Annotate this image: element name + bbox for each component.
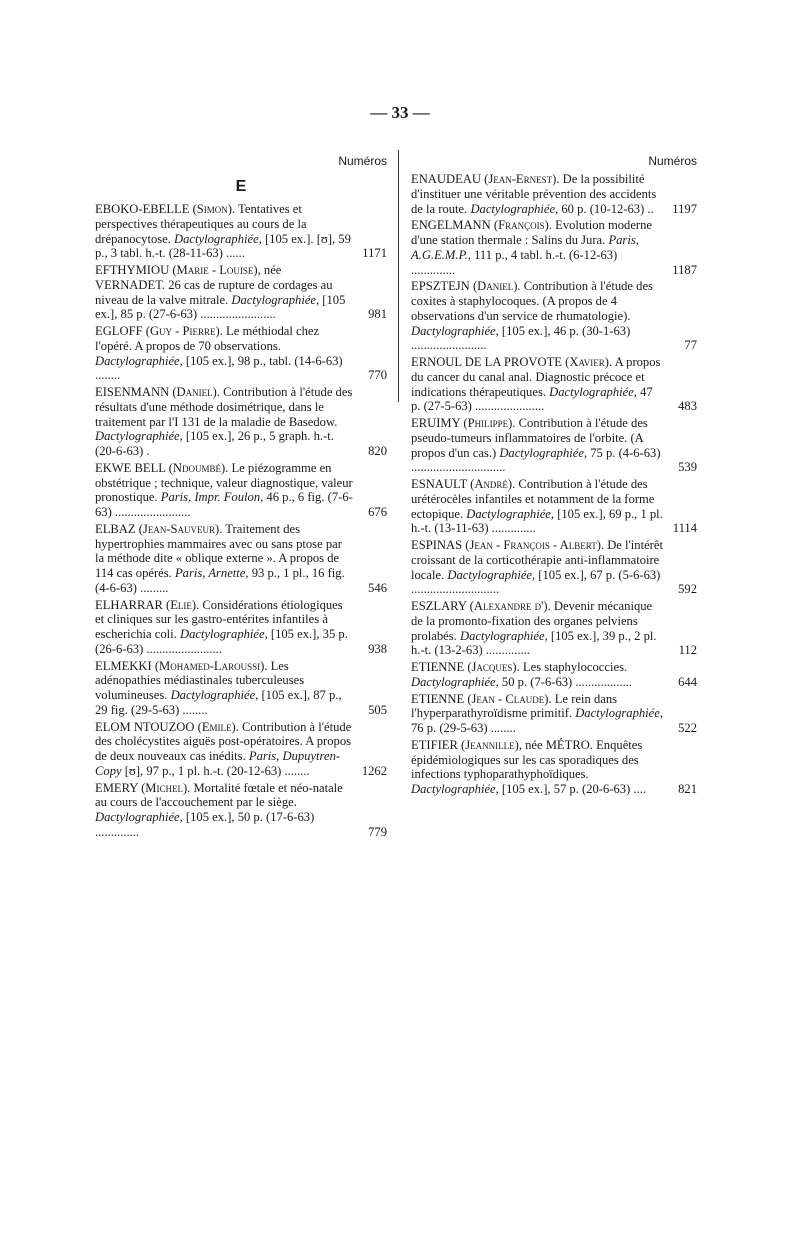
- entry-text: [411, 538, 667, 597]
- author-given-name: (Simon): [192, 202, 232, 216]
- author-name: EISENMANN: [95, 385, 170, 399]
- author-name: ETIFIER: [411, 737, 458, 752]
- entry-text: [95, 659, 357, 718]
- entry-text: [411, 660, 667, 690]
- author-given-name: (Xavier): [565, 355, 609, 369]
- thesis-title: . A propos du cancer du canal anal. Diagnostic précoce et indications thérapeutiques.: [411, 355, 661, 399]
- entry-text: [411, 416, 667, 475]
- publication-details: [105 ex.], 35 p. (26-6-63) ........................: [95, 627, 348, 656]
- thesis-entry: [411, 660, 697, 690]
- thesis-title: . Les adénopathies médiastinales tuberculeuses volumineuses.: [95, 658, 305, 702]
- entry-number: 1262: [361, 763, 387, 778]
- publication: Paris, Impr. Foulon,: [160, 490, 264, 505]
- thesis-entry: [95, 263, 387, 322]
- entry-number: 1187: [672, 262, 697, 277]
- publication: Dactylographiée,: [411, 323, 499, 338]
- entry-text: [411, 692, 667, 736]
- entry-number: 820: [368, 444, 387, 458]
- publication: Dactylographiée,: [95, 810, 183, 824]
- publication: Dactylographiée,: [411, 782, 499, 796]
- entry-text: [95, 461, 357, 520]
- thesis-entry: [411, 692, 697, 736]
- thesis-title: . Contribution à l'étude des résultats d'une méthode dosimétrique, dans le traitement par l'I 131 de la maladie de Basedow.: [95, 385, 353, 429]
- entry-number: 1171: [362, 246, 387, 261]
- author-given-name: (Jean - Claude): [467, 691, 549, 706]
- thesis-entry: [411, 538, 697, 597]
- section-letter: E: [235, 178, 247, 195]
- author-name: EBOKO-EBELLE: [95, 202, 190, 216]
- publication: Dactylographiée,: [95, 429, 183, 444]
- publication-details: 75 p. (4-6-63) ..............................: [411, 445, 661, 475]
- column-header-left: Numéros: [338, 154, 387, 168]
- publication: Dactylographiée,: [466, 506, 555, 521]
- thesis-entry: [411, 218, 697, 277]
- entry-text: [411, 599, 667, 658]
- entry-number: 112: [678, 643, 697, 658]
- publication-details: [105 ex.]. [ʊ], 59 p., 3 tabl. h.-t. (28-11-63) ......: [95, 231, 351, 261]
- entry-number: 522: [678, 721, 697, 735]
- author-given-name: (Daniel): [472, 279, 518, 294]
- thesis-entry: [95, 324, 387, 383]
- column-divider: [398, 150, 399, 402]
- publication: Dactylographiée,: [179, 627, 268, 641]
- publication-details: [105 ex.], 46 p. (30-1-63) ........................: [411, 323, 631, 353]
- author-name: ETIENNE: [411, 691, 465, 706]
- thesis-title: . Contribution à l'étude des urétérocèles infantiles et notamment de la forme ectopique.: [411, 477, 655, 521]
- author-given-name: (Michel): [141, 780, 188, 795]
- entry-text: [411, 279, 667, 353]
- entry-number: 77: [684, 338, 697, 353]
- entry-text: [95, 720, 357, 779]
- publication-details: 47 p. (27-5-63) ......................: [411, 384, 653, 414]
- right-entries: [411, 172, 697, 797]
- thesis-entry: [411, 416, 697, 475]
- author-given-name: (Mohamed-Laroussi): [154, 658, 265, 673]
- publication: Dactylographiée,: [95, 353, 183, 368]
- entry-number: 770: [368, 368, 387, 383]
- entry-number: 1114: [672, 521, 697, 536]
- entry-number: 821: [678, 782, 697, 796]
- publication-details: 60 p. (10-12-63) ..: [558, 201, 654, 216]
- entry-number: 483: [678, 399, 697, 414]
- author-name: EGLOFF: [95, 324, 143, 338]
- thesis-title: . Tentatives et perspectives thérapeutiques au cours de la drépanocytose.: [95, 202, 307, 246]
- publication-details: [105 ex.], 69 p., 1 pl. h.-t. (13-11-63) ..............: [411, 506, 663, 536]
- entry-number: 1197: [672, 201, 697, 216]
- publication: Paris, A.G.E.M.P.,: [411, 233, 639, 262]
- entry-text: [95, 781, 357, 840]
- publication: Dactylographiée,: [549, 384, 637, 399]
- author-name: ENGELMANN: [411, 218, 491, 233]
- publication: Dactylographiée,: [231, 292, 320, 307]
- author-given-name: (Daniel): [172, 385, 217, 399]
- entry-text: [95, 385, 357, 459]
- author-given-name: (Jean - François - Albert): [465, 538, 601, 552]
- author-given-name: (Jean-Sauveur): [138, 521, 220, 536]
- author-given-name: (Ndoumbé): [168, 460, 226, 475]
- thesis-title: . De l'intérêt croissant de la corticothérapie anti-inflammatoire locale.: [411, 538, 663, 582]
- publication-details: [105 ex.], 39 p., 2 pl. h.-t. (13-2-63) ..............: [411, 628, 657, 658]
- entry-text: [95, 324, 357, 383]
- left-column: [95, 150, 387, 842]
- thesis-entry: [95, 720, 387, 779]
- author-name: EKWE BELL: [95, 460, 166, 475]
- entry-text: [411, 477, 667, 536]
- publication-details: 111 p., 4 tabl. h.-t. (6-12-63) ..............: [411, 247, 618, 277]
- thesis-title: , née VERNADET. 26 cas de rupture de cordages au niveau de la valve mitrale.: [95, 263, 333, 307]
- author-name: ELBAZ: [95, 521, 136, 536]
- thesis-entry: [411, 477, 697, 536]
- entry-number: 676: [368, 505, 387, 519]
- thesis-title: . Contribution à l'étude des pseudo-tumeurs inflammatoires de l'orbite. (A propos d'un cas.): [411, 416, 648, 460]
- thesis-title: . Considérations étiologiques et cliniques sur les gastro-entérites infantiles à escherichia coli.: [95, 597, 343, 641]
- thesis-title: . Traitement des hypertrophies mammaires avec ou sans ptose par la méthode dite « oblique externe ». A propos de 114 cas opérés.: [95, 521, 342, 580]
- publication: Paris, Dupuytren-Copy: [95, 749, 341, 778]
- author-name: EMERY: [95, 780, 138, 795]
- author-given-name: (André): [470, 477, 513, 491]
- thesis-entry: [95, 385, 387, 459]
- author-given-name: (François): [493, 218, 549, 233]
- author-name: ERNOUL DE LA PROVOTE: [411, 355, 563, 369]
- thesis-title: . Le méthiodal chez l'opéré. A propos de 70 observations.: [95, 324, 320, 353]
- entry-number: 539: [678, 460, 697, 475]
- entry-text: [95, 522, 357, 596]
- publication-details: [105 ex.], 85 p. (27-6-63) ........................: [95, 292, 346, 322]
- author-given-name: (Alexandre d'): [469, 599, 548, 613]
- thesis-title: . Contribution à l'étude des cholécystites aiguës post-opératoires. A propos de deux nouveaux cas inédits.: [95, 719, 352, 763]
- thesis-entry: [95, 781, 387, 840]
- publication-details: [105 ex.], 67 p. (5-6-63) ............................: [411, 567, 661, 597]
- entry-number: 981: [368, 307, 387, 322]
- thesis-entry: [411, 279, 697, 353]
- publication: Dactylographiée,: [170, 688, 259, 702]
- author-name: ESZLARY: [411, 599, 467, 613]
- author-name: EPSZTEJN: [411, 279, 470, 294]
- thesis-entry: [95, 461, 387, 520]
- author-name: ETIENNE: [411, 660, 465, 674]
- publication-details: [ʊ], 97 p., 1 pl. h.-t. (20-12-63) ........: [121, 763, 310, 778]
- thesis-entry: [95, 598, 387, 657]
- thesis-entry: [411, 738, 697, 797]
- entry-number: 505: [368, 702, 387, 717]
- publication: Paris, Arnette,: [174, 566, 249, 580]
- publication: Dactylographiée,: [459, 628, 548, 643]
- author-given-name: (Emile): [197, 719, 236, 734]
- entry-text: [411, 172, 667, 216]
- entry-number: 938: [368, 641, 387, 656]
- author-name: ESPINAS: [411, 538, 463, 552]
- thesis-title: . Evolution moderne d'une station thermale : Salins du Jura.: [411, 218, 653, 247]
- entry-text: [95, 263, 357, 322]
- page-number: — 33 —: [370, 103, 430, 122]
- author-name: ELMEKKI: [95, 658, 152, 673]
- publication-details: 50 p. (7-6-63) ..................: [498, 674, 633, 689]
- column-header-right: Numéros: [648, 154, 697, 168]
- thesis-entry: [95, 522, 387, 596]
- author-given-name: (Philippe): [463, 416, 513, 430]
- publication-details: [105 ex.], 98 p., tabl. (14-6-63) ........: [95, 353, 343, 383]
- publication: Dactylographiée,: [447, 567, 536, 582]
- thesis-title: . Les staphylococcies.: [516, 660, 628, 674]
- thesis-entry: [95, 202, 387, 261]
- author-name: ELHARRAR: [95, 597, 163, 612]
- thesis-title: . Le rein dans l'hyperparathyroïdisme primitif.: [411, 691, 618, 721]
- entry-text: [411, 218, 667, 277]
- thesis-title: . Le piézogramme en obstétrique ; technique, valeur diagnostique, valeur pronostique.: [95, 460, 353, 505]
- entry-number: 779: [368, 824, 387, 839]
- left-entries: [95, 202, 387, 840]
- entry-text: [95, 598, 357, 657]
- author-name: ESNAULT: [411, 477, 467, 491]
- publication-details: [105 ex.], 87 p., 29 fig. (29-5-63) ........: [95, 688, 342, 717]
- publication: Dactylographiée,: [174, 231, 262, 246]
- publication: Dactylographiée,: [499, 445, 588, 460]
- thesis-title: , née MÉTRO. Enquêtes épidémiologiques sur les cas sporadiques des infections typhoparathyphoïdiques.: [411, 737, 643, 782]
- author-given-name: (Marie - Louise): [172, 263, 258, 277]
- publication: Dactylographiée,: [575, 706, 663, 721]
- thesis-entry: [411, 355, 697, 414]
- author-name: ERUIMY: [411, 416, 461, 430]
- author-given-name: (Elie): [166, 597, 197, 612]
- author-name: ELOM NTOUZOO: [95, 719, 195, 734]
- author-given-name: (Jacques): [467, 660, 517, 674]
- thesis-entry: [411, 599, 697, 658]
- author-given-name: (Guy - Pierre): [145, 324, 220, 338]
- thesis-title: . Contribution à l'étude des coxites à staphylocoques. (A propos de 4 observations d'un service de rhumatologie).: [411, 279, 653, 323]
- entry-number: 592: [678, 582, 697, 597]
- entry-text: [411, 738, 667, 797]
- author-name: ENAUDEAU: [411, 172, 481, 186]
- right-column: [411, 150, 697, 799]
- publication-details: 46 p., 6 fig. (7-6-63) ........................: [95, 490, 353, 519]
- publication: Dactylographiée,: [470, 201, 559, 216]
- publication-details: [105 ex.], 50 p. (17-6-63) ..............: [95, 810, 315, 839]
- publication-details: [105 ex.], 26 p., 5 graph. h.-t. (20-6-63) .: [95, 429, 334, 458]
- publication-details: [105 ex.], 57 p. (20-6-63) ....: [498, 782, 647, 796]
- thesis-title: . Devenir mécanique de la promonto-fixation des organes pelviens prolabés.: [411, 599, 653, 643]
- author-given-name: (Jeannille): [461, 737, 519, 752]
- entry-number: 546: [368, 580, 387, 595]
- publication-details: 93 p., 1 pl., 16 fig. (4-6-63) .........: [95, 566, 345, 595]
- publication-details: 76 p. (29-5-63) ........: [411, 721, 516, 735]
- publication: Dactylographiée,: [411, 674, 499, 689]
- author-name: EFTHYMIOU: [95, 263, 170, 277]
- thesis-entry: [95, 659, 387, 718]
- entry-text: [411, 355, 667, 414]
- thesis-title: . Mortalité fœtale et néo-natale au cours de l'accouchement par le siège.: [95, 780, 343, 810]
- entry-text: [95, 202, 357, 261]
- thesis-entry: [411, 172, 697, 216]
- entry-number: 644: [678, 674, 697, 689]
- thesis-title: . De la possibilité d'instituer une véritable prévention des accidents de la route.: [411, 172, 657, 216]
- author-given-name: (Jean-Ernest): [484, 172, 557, 186]
